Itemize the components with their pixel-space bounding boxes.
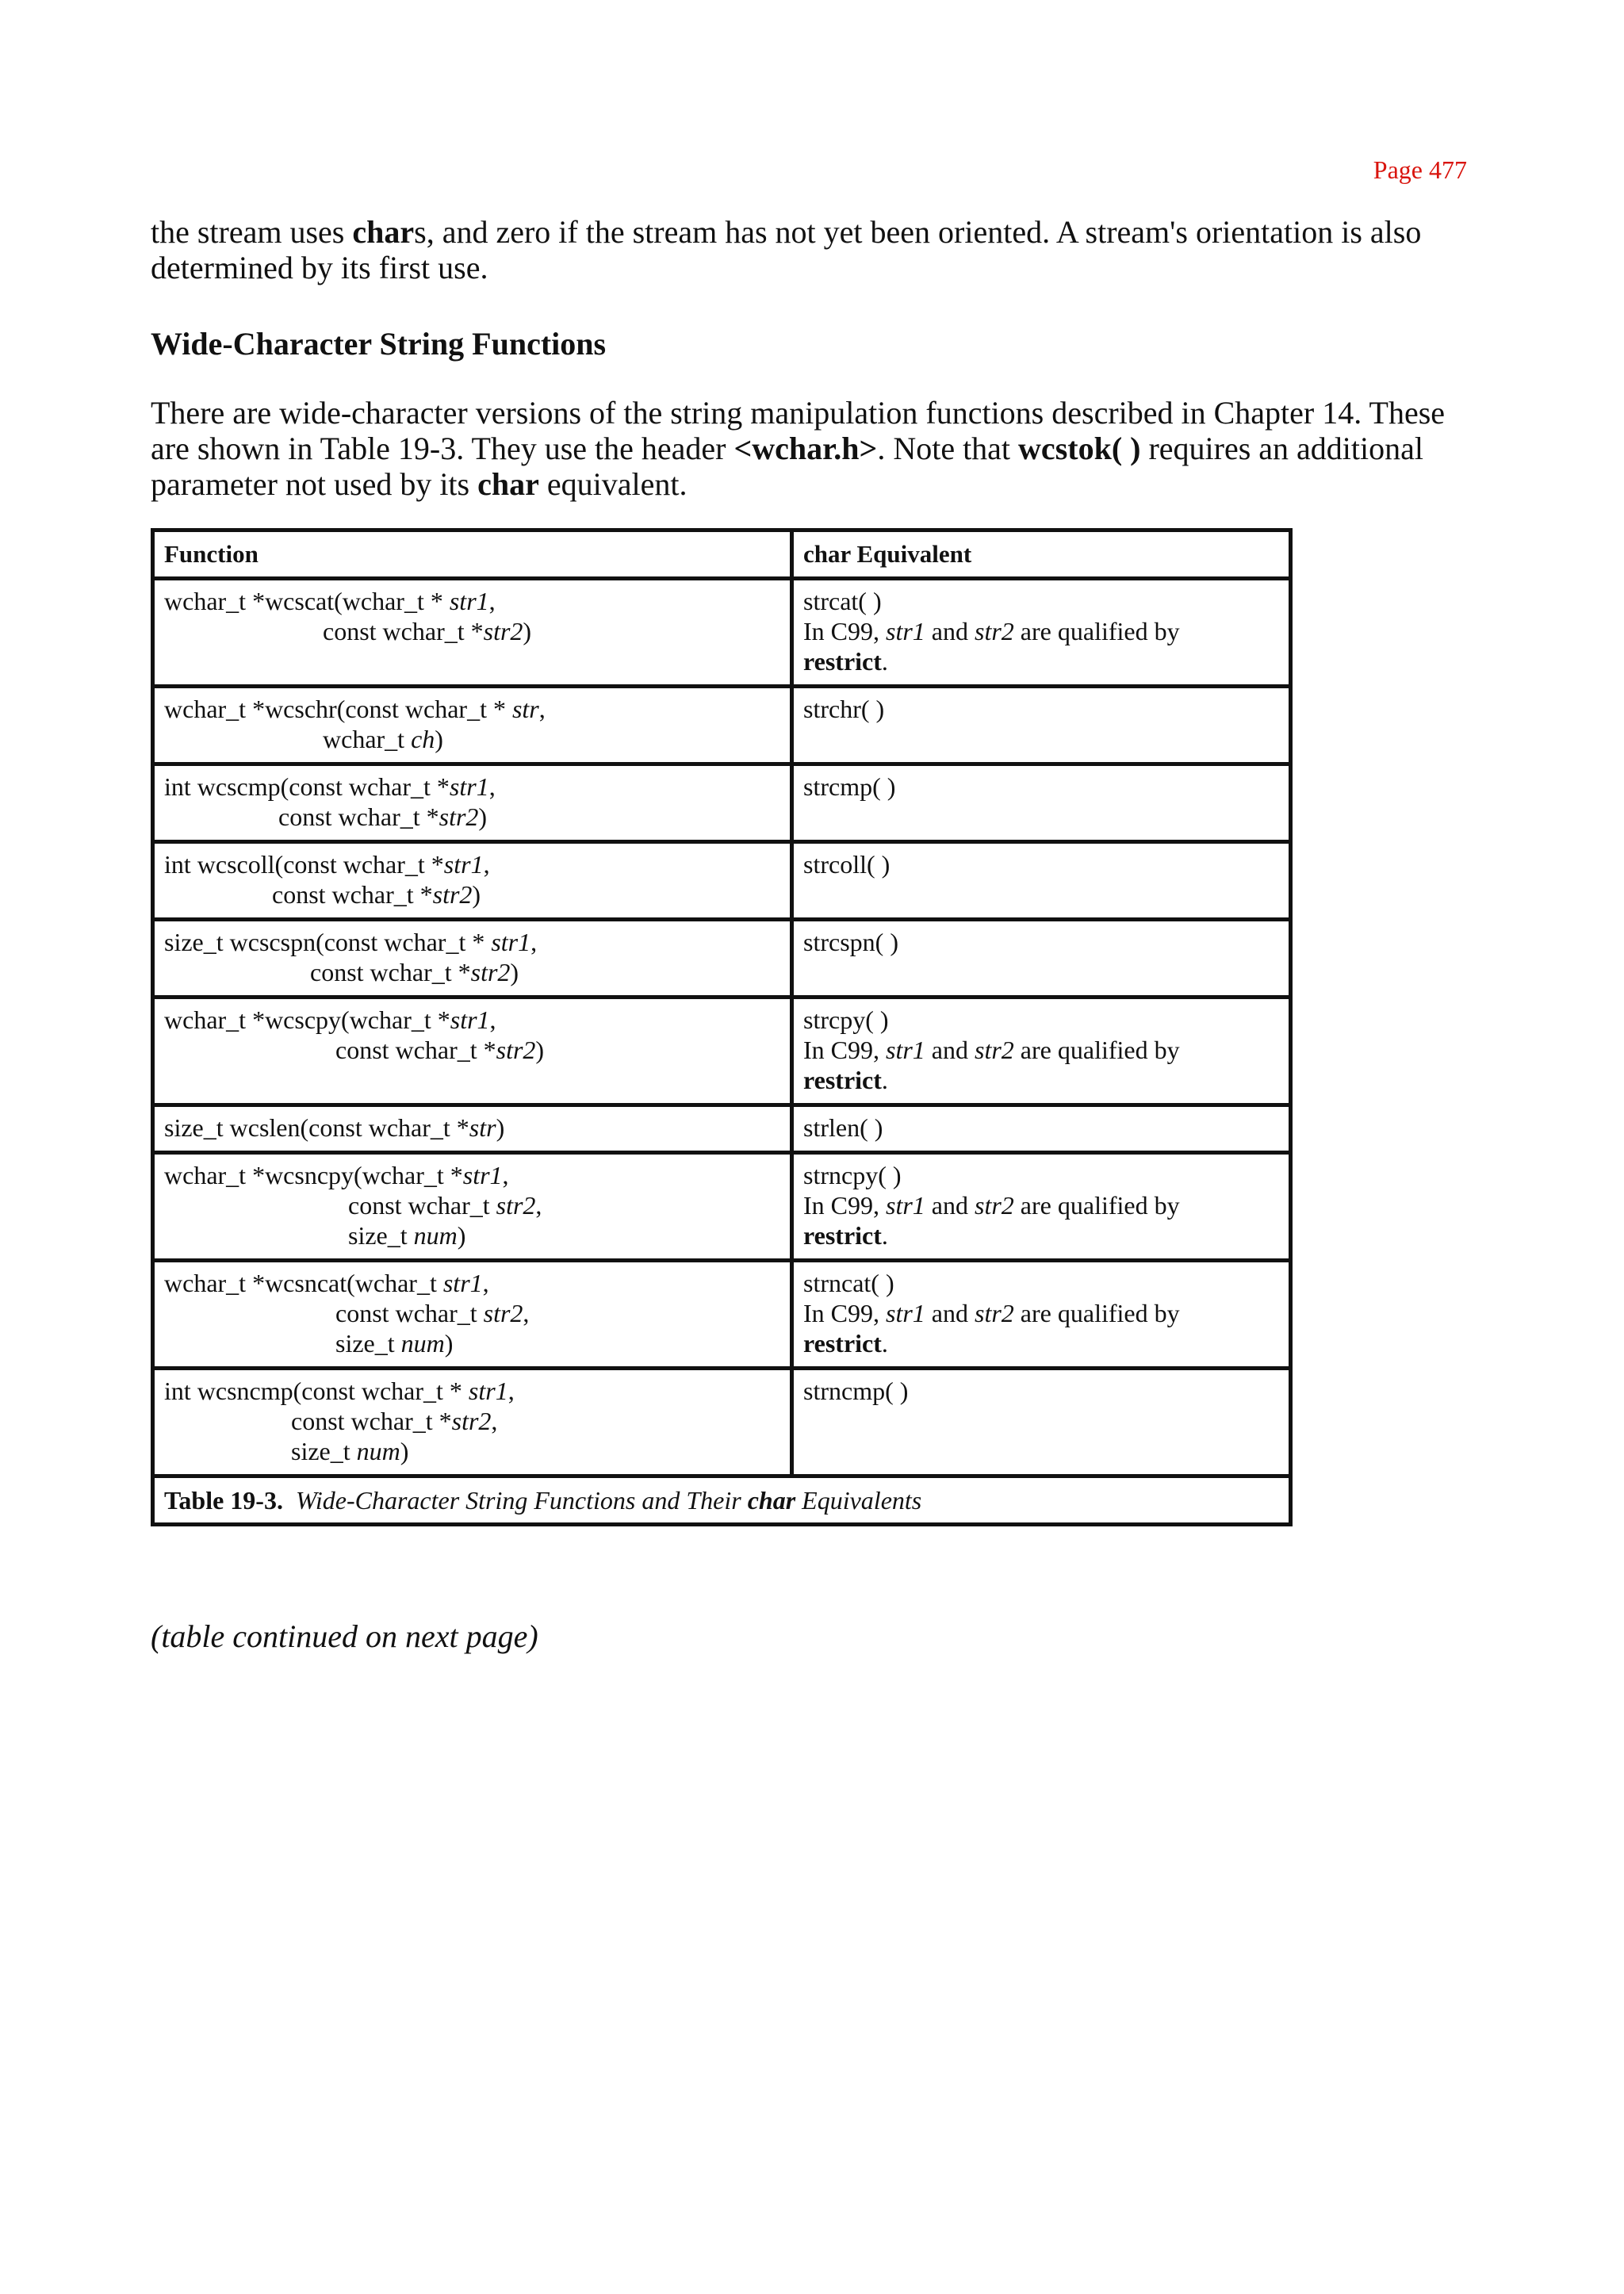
signature-text: )	[510, 958, 519, 986]
char-equivalent-name: strcoll( )	[803, 850, 891, 879]
signature-text: int wcscmp(const wchar_t *	[164, 772, 450, 801]
note-text: are qualified by	[1013, 1299, 1180, 1327]
text-run: requires an additional parameter not used by its	[151, 431, 1424, 502]
restrict-keyword: restrict	[803, 1329, 882, 1358]
table-row	[153, 687, 1291, 764]
parameter-name: str2	[496, 1036, 536, 1064]
signature-text: ,	[489, 1005, 496, 1034]
signature-line	[164, 802, 780, 832]
note-text: are qualified by	[1013, 617, 1180, 645]
signature-line	[164, 927, 780, 957]
table-row	[153, 1153, 1291, 1261]
signature-text: ,	[482, 1269, 489, 1297]
char-equivalent-name: strncat( )	[803, 1269, 894, 1297]
restrict-keyword: restrict	[803, 1221, 882, 1250]
parameter-name: str2	[975, 1191, 1014, 1220]
signature-text: size_t	[164, 1221, 414, 1250]
parameter-name: str2	[432, 880, 473, 909]
note-text: and	[925, 1191, 975, 1220]
function-signature-cell	[153, 579, 792, 687]
note-text: .	[881, 647, 888, 676]
parameter-name: str2	[470, 958, 511, 986]
function-signature-cell	[153, 920, 792, 998]
signature-text: ,	[530, 928, 538, 956]
signature-line	[164, 1406, 780, 1436]
table-row	[153, 1369, 1291, 1476]
char-equivalent-name: strncmp( )	[803, 1377, 909, 1405]
signature-text: ,	[508, 1377, 515, 1405]
parameter-name: str1	[491, 928, 531, 956]
signature-line	[164, 772, 780, 802]
signature-text: ,	[523, 1299, 530, 1327]
keyword-char: char	[477, 466, 539, 502]
restrict-line	[803, 1065, 1279, 1095]
keyword-char: char	[352, 214, 415, 250]
char-equivalent-name: strlen( )	[803, 1113, 883, 1142]
restrict-line	[803, 1328, 1279, 1358]
table-row	[153, 764, 1291, 842]
function-signature-cell	[153, 998, 792, 1105]
note-text: In C99,	[803, 1191, 886, 1220]
char-equivalent-cell	[792, 764, 1291, 842]
signature-text: )	[457, 1221, 466, 1250]
signature-text: const wchar_t *	[164, 1407, 452, 1435]
signature-line	[164, 1436, 780, 1466]
column-header-char-equivalent: char Equivalent	[792, 530, 1291, 579]
parameter-name: str2	[483, 1299, 523, 1327]
signature-line	[164, 1328, 780, 1358]
table-header-row	[153, 530, 1291, 579]
parameter-name: str1	[886, 1299, 925, 1327]
signature-text: wchar_t *wcsncpy(wchar_t *	[164, 1161, 463, 1189]
char-equivalent-cell	[792, 579, 1291, 687]
note-text: are qualified by	[1013, 1036, 1180, 1064]
parameter-name: str1	[450, 1005, 490, 1034]
signature-line	[164, 1220, 780, 1250]
text-run: s, and zero if the stream has not yet been oriented. A stream's orientation is also determined by its first use.	[151, 214, 1422, 285]
char-equivalent-cell	[792, 1261, 1291, 1369]
header-name: <wchar.h>	[733, 431, 878, 466]
page-number: Page 477	[1373, 155, 1467, 184]
signature-line	[164, 957, 780, 987]
parameter-name: str1	[886, 1036, 925, 1064]
char-equivalent-cell	[792, 998, 1291, 1105]
signature-text: const wchar_t	[164, 1299, 484, 1327]
continued-note: (table continued on next page)	[151, 1618, 538, 1654]
parameter-name: str2	[439, 802, 479, 831]
function-signature-cell	[153, 1261, 792, 1369]
note-text: and	[925, 1036, 975, 1064]
column-header-function: Function	[153, 530, 792, 579]
function-signature-cell	[153, 687, 792, 764]
char-equivalent-cell	[792, 1153, 1291, 1261]
parameter-name: num	[400, 1329, 445, 1358]
signature-line	[164, 1298, 780, 1328]
caption-label: Table 19-3.	[164, 1486, 283, 1515]
function-signature-cell	[153, 764, 792, 842]
char-equivalent-name: strcmp( )	[803, 772, 896, 801]
signature-line	[164, 694, 780, 724]
parameter-name: ch	[411, 725, 435, 753]
note-text: .	[881, 1221, 888, 1250]
note-text: In C99,	[803, 1299, 886, 1327]
function-name: wcstok( )	[1018, 431, 1141, 466]
table-row	[153, 842, 1291, 920]
parameter-name: str1	[886, 617, 925, 645]
intro-paragraph	[151, 214, 1483, 285]
signature-line	[164, 1190, 780, 1220]
table-row	[153, 920, 1291, 998]
signature-text: wchar_t *wcscpy(wchar_t *	[164, 1005, 450, 1034]
signature-text: ,	[491, 1407, 498, 1435]
note-text: and	[925, 1299, 975, 1327]
table-row	[153, 1105, 1291, 1153]
parameter-name: str2	[496, 1191, 536, 1220]
signature-text: )	[523, 617, 532, 645]
parameter-name: str1	[449, 772, 489, 801]
signature-line	[164, 879, 780, 910]
restrict-keyword: restrict	[803, 647, 882, 676]
signature-text: ,	[502, 1161, 509, 1189]
signature-text: size_t wcscspn(const wchar_t *	[164, 928, 492, 956]
signature-text: )	[535, 1036, 545, 1064]
char-equivalent-cell	[792, 842, 1291, 920]
parameter-name: str2	[451, 1407, 492, 1435]
parameter-name: str2	[483, 617, 523, 645]
note-text: In C99,	[803, 1036, 886, 1064]
signature-text: )	[478, 802, 488, 831]
signature-line	[164, 1035, 780, 1065]
signature-text: ,	[488, 772, 496, 801]
restrict-keyword: restrict	[803, 1066, 882, 1094]
parameter-name: str	[511, 695, 539, 723]
signature-text: const wchar_t *	[164, 1036, 496, 1064]
table-row	[153, 998, 1291, 1105]
text-run: . Note that	[877, 431, 1019, 466]
caption-text: Wide-Character String Functions and Their	[295, 1486, 748, 1515]
function-signature-cell	[153, 842, 792, 920]
signature-text: ,	[538, 695, 546, 723]
signature-text: wchar_t *wcschr(const wchar_t *	[164, 695, 512, 723]
signature-text: size_t wcslen(const wchar_t *	[164, 1113, 469, 1142]
table-caption	[153, 1476, 1291, 1525]
signature-text: const wchar_t *	[164, 958, 471, 986]
note-text: and	[925, 617, 975, 645]
signature-text: )	[472, 880, 481, 909]
text-run: the stream uses	[151, 214, 353, 250]
char-equivalent-name: strcpy( )	[803, 1005, 889, 1034]
restrict-line	[803, 646, 1279, 676]
restrict-line	[803, 1220, 1279, 1250]
signature-line	[164, 724, 780, 754]
c99-qualifier-note	[803, 1035, 1279, 1065]
signature-text: ,	[483, 850, 490, 879]
char-equivalent-cell	[792, 1105, 1291, 1153]
signature-line	[164, 849, 780, 879]
parameter-name: num	[413, 1221, 458, 1250]
caption-text: Equivalents	[795, 1486, 922, 1515]
function-signature-cell	[153, 1153, 792, 1261]
signature-text: const wchar_t	[164, 1191, 496, 1220]
signature-line	[164, 586, 780, 616]
signature-text: wchar_t *wcsncat(wchar_t	[164, 1269, 443, 1297]
signature-line	[164, 1268, 780, 1298]
signature-line	[164, 1113, 780, 1143]
signature-text: const wchar_t *	[164, 802, 439, 831]
parameter-name: str1	[449, 587, 489, 615]
char-equivalent-cell	[792, 920, 1291, 998]
parameter-name: str1	[886, 1191, 925, 1220]
signature-text: size_t	[164, 1329, 401, 1358]
function-table	[151, 528, 1293, 1526]
char-equivalent-cell	[792, 687, 1291, 764]
parameter-name: str1	[442, 1269, 483, 1297]
signature-line	[164, 1160, 780, 1190]
signature-text: )	[400, 1437, 409, 1465]
parameter-name: str1	[462, 1161, 503, 1189]
c99-qualifier-note	[803, 1190, 1279, 1220]
parameter-name: str2	[975, 617, 1014, 645]
text-run: There are wide-character versions of the string manipulation functions described in Chapter 14. These are shown in Table 19-3. They use the header	[151, 395, 1446, 466]
parameter-name: str	[469, 1113, 496, 1142]
note-text: .	[881, 1066, 888, 1094]
signature-line	[164, 1376, 780, 1406]
note-text: are qualified by	[1013, 1191, 1180, 1220]
signature-text: size_t	[164, 1437, 357, 1465]
caption-keyword: char	[747, 1486, 796, 1515]
table-caption-row	[153, 1476, 1291, 1525]
table-row	[153, 1261, 1291, 1369]
c99-qualifier-note	[803, 1298, 1279, 1328]
c99-qualifier-note	[803, 616, 1279, 646]
table-row	[153, 579, 1291, 687]
signature-text: ,	[488, 587, 496, 615]
parameter-name: str1	[468, 1377, 508, 1405]
function-signature-cell	[153, 1105, 792, 1153]
text-run: equivalent.	[538, 466, 688, 502]
signature-text: ,	[535, 1191, 542, 1220]
parameter-name: num	[356, 1437, 400, 1465]
signature-text: )	[444, 1329, 454, 1358]
signature-text: const wchar_t *	[164, 880, 433, 909]
parameter-name: str2	[975, 1036, 1014, 1064]
signature-text: int wcsncmp(const wchar_t *	[164, 1377, 469, 1405]
note-text: In C99,	[803, 617, 886, 645]
char-equivalent-name: strncpy( )	[803, 1161, 902, 1189]
signature-text: )	[435, 725, 443, 753]
note-text: .	[881, 1329, 888, 1358]
signature-text: wchar_t *wcscat(wchar_t *	[164, 587, 450, 615]
signature-text: const wchar_t *	[164, 617, 484, 645]
signature-text: wchar_t	[164, 725, 412, 753]
char-equivalent-name: strchr( )	[803, 695, 885, 723]
signature-line	[164, 1005, 780, 1035]
body-paragraph	[151, 395, 1483, 502]
char-equivalent-cell	[792, 1369, 1291, 1476]
char-equivalent-name: strcat( )	[803, 587, 882, 615]
section-heading: Wide-Character String Functions	[151, 326, 607, 362]
signature-line	[164, 616, 780, 646]
signature-text: )	[496, 1113, 505, 1142]
char-equivalent-name: strcspn( )	[803, 928, 898, 956]
parameter-name: str2	[975, 1299, 1014, 1327]
function-signature-cell	[153, 1369, 792, 1476]
signature-text: int wcscoll(const wchar_t *	[164, 850, 444, 879]
parameter-name: str1	[443, 850, 484, 879]
